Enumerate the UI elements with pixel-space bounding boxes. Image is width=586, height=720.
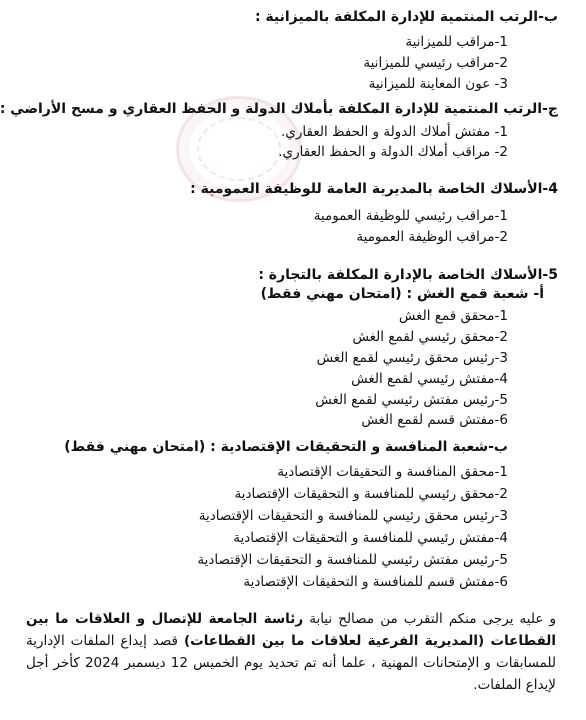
list-item: 3-رئيس محقق رئيسي للمنافسة و التحقيقات الإقتصادية	[198, 508, 508, 524]
list-item: 6-مفتش قسم لقمع الغش	[361, 412, 508, 428]
list-item: 4-مفتش رئيسي للمنافسة و التحقيقات الإقتصادية	[233, 530, 508, 546]
list-item: 1-مراقب للميزانية	[405, 34, 508, 50]
list-item: 6-مفتش قسم للمنافسة و التحقيقات الإقتصادية	[243, 574, 508, 590]
list-item: 1- مفتش أملاك الدولة و الحفظ العقاري.	[281, 124, 508, 140]
list-item: 1-مراقب رئيسي للوظيفة العمومية	[313, 208, 508, 224]
list-item: 3- عون المعاينة للميزانية	[368, 76, 508, 92]
section-4-heading: 4-الأسلاك الخاصة بالمديرية العامة للوظيفة العمومية :	[190, 181, 558, 197]
section-j-heading: ج-الرتب المنتمية للإدارة المكلفة بأملاك الدولة و الحفظ العقاري و مسح الأراضي :	[0, 101, 558, 117]
section-5b-heading: ب-شعبة المنافسة و التحقيقات الإقتصادية : (امتحان مهني فقط)	[64, 439, 508, 455]
closing-text-bold: رئاسة الجامعة للإتصال و العلاقات ما بين القطاعات (المديرية الفرعية لعلاقات ما بين القطاعات)	[26, 611, 557, 649]
list-item: 1-محقق قمع الغش	[398, 308, 508, 324]
list-item: 2-محقق رئيسي لقمع الغش	[352, 329, 508, 345]
list-item: 5-رئيس مفتش رئيسي لقمع الغش	[315, 392, 508, 408]
list-item: 2- مراقب أملاك الدولة و الحفظ العقاري.	[278, 144, 508, 160]
closing-text-end: قصد إيداع الملفات الإدارية للمسابقات و الإمتحانات المهنية ، علما أنه تم تحديد يوم الخميس 12 ديسمبر 2024 كأخر أجل لإيداع الملفات.	[26, 633, 556, 693]
list-item: 4-مفتش رئيسي لقمع الغش	[351, 371, 508, 387]
closing-paragraph	[26, 608, 556, 696]
list-item: 2-محقق رئيسي للمنافسة و التحقيقات الإقتصادية	[234, 486, 508, 502]
list-item: 3-رئيس محقق رئيسي لقمع الغش	[316, 350, 508, 366]
section-5a-heading: أ- شعبة قمع الغش : (امتحان مهني فقط)	[260, 286, 544, 302]
section-5-heading: 5-الأسلاك الخاصة بالإدارة المكلفة بالتجارة :	[258, 267, 558, 283]
list-item: 1-محقق المنافسة و التحقيقات الإقتصادية	[277, 464, 508, 480]
list-item: 5-رئيس مفتش رئيسي للمنافسة و التحقيقات الإقتصادية	[197, 552, 508, 568]
closing-text-start: و عليه يرجى منكم التقرب من مصالح نيابة	[303, 611, 556, 627]
list-item: 2-مراقب الوظيفة العمومية	[356, 229, 508, 245]
list-item: 2-مراقب رئيسي للميزانية	[363, 55, 508, 71]
section-b-heading: ب-الرتب المنتمية للإدارة المكلفة بالميزانية :	[254, 9, 558, 25]
